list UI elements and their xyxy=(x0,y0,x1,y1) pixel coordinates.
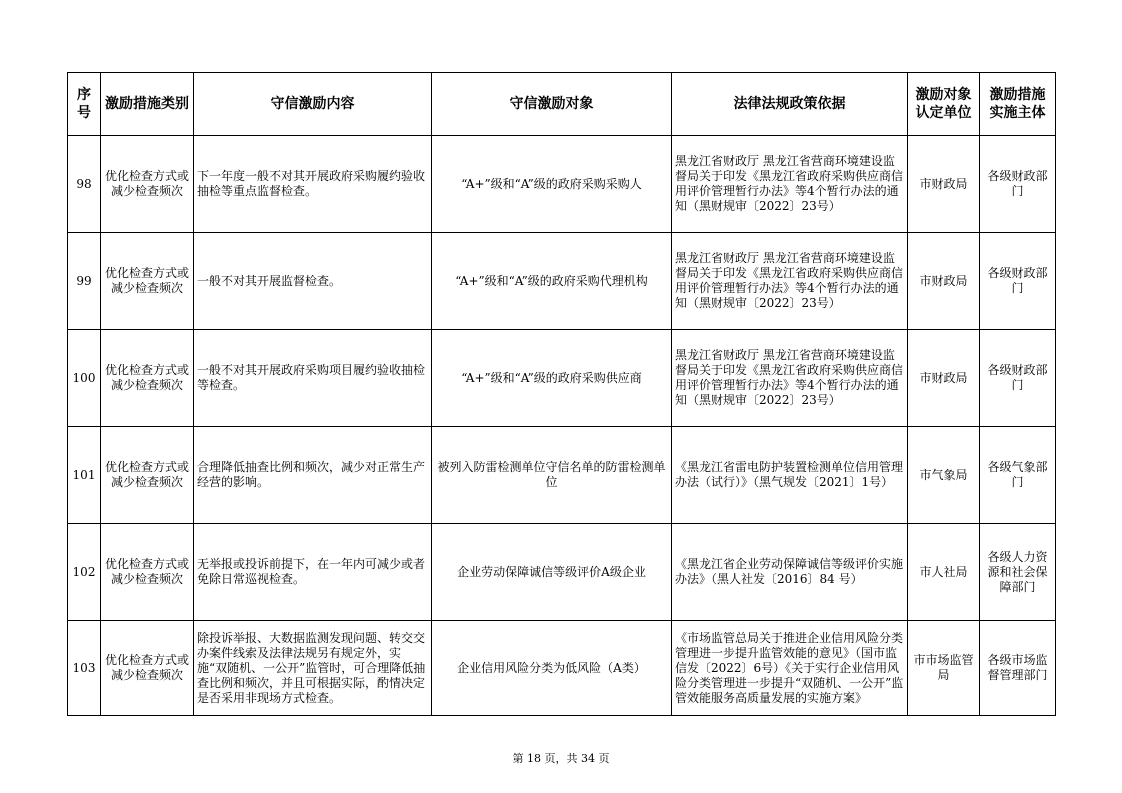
implementing-subject: 各级财政部门 xyxy=(980,233,1056,330)
table-row xyxy=(68,427,1056,524)
table-row xyxy=(68,524,1056,621)
header-target: 守信激励对象 xyxy=(432,73,672,136)
implementing-subject: 各级财政部门 xyxy=(980,136,1056,233)
header-type: 激励措施类别 xyxy=(101,73,194,136)
implementing-subject: 各级气象部门 xyxy=(980,427,1056,524)
header-num: 序号 xyxy=(68,73,101,136)
incentive-target: 企业劳动保障诚信等级评价A级企业 xyxy=(432,524,672,621)
measure-type: 优化检查方式或减少检查频次 xyxy=(101,136,194,233)
legal-basis: 《市场监管总局关于推进企业信用风险分类管理进一步提升监管效能的意见》（国市监信发〔2022〕6号）《关于实行企业信用风险分类管理进一步提升“双随机、一公开”监管效能服务高质量发展的实施方案》 xyxy=(672,621,908,716)
row-number: 101 xyxy=(68,427,101,524)
header-basis: 法律法规政策依据 xyxy=(672,73,908,136)
incentive-content: 除投诉举报、大数据监测发现问题、转交交办案件线索及法律法规另有规定外，实施“双随机、一公开”监管时，可合理降低抽查比例和频次，并且可根据实际，酌情决定是否采用非现场方式检查。 xyxy=(194,621,432,716)
implementing-subject: 各级市场监督管理部门 xyxy=(980,621,1056,716)
implementing-subject: 各级财政部门 xyxy=(980,330,1056,427)
row-number: 100 xyxy=(68,330,101,427)
legal-basis: 黑龙江省财政厅 黑龙江省营商环境建设监督局关于印发《黑龙江省政府采购供应商信用评价管理暂行办法》等4个暂行办法的通知（黑财规审〔2022〕23号） xyxy=(672,233,908,330)
table-header-row xyxy=(68,73,1056,136)
incentive-content: 一般不对其开展监督检查。 xyxy=(194,233,432,330)
incentive-measures-table xyxy=(67,72,1056,716)
identifying-unit: 市人社局 xyxy=(908,524,980,621)
measure-type: 优化检查方式或减少检查频次 xyxy=(101,524,194,621)
legal-basis: 《黑龙江省企业劳动保障诚信等级评价实施办法》（黑人社发〔2016〕84 号） xyxy=(672,524,908,621)
header-content: 守信激励内容 xyxy=(194,73,432,136)
incentive-content: 合理降低抽查比例和频次，减少对正常生产经营的影响。 xyxy=(194,427,432,524)
implementing-subject: 各级人力资源和社会保障部门 xyxy=(980,524,1056,621)
measure-type: 优化检查方式或减少检查频次 xyxy=(101,621,194,716)
incentive-content: 下一年度一般不对其开展政府采购履约验收抽检等重点监督检查。 xyxy=(194,136,432,233)
incentive-target: “A+”级和“A”级的政府采购供应商 xyxy=(432,330,672,427)
identifying-unit: 市财政局 xyxy=(908,233,980,330)
row-number: 103 xyxy=(68,621,101,716)
legal-basis: 黑龙江省财政厅 黑龙江省营商环境建设监督局关于印发《黑龙江省政府采购供应商信用评价管理暂行办法》等4个暂行办法的通知（黑财规审〔2022〕23号） xyxy=(672,330,908,427)
table-row xyxy=(68,136,1056,233)
legal-basis: 《黑龙江省雷电防护装置检测单位信用管理办法（试行）》（黑气规发〔2021〕1号） xyxy=(672,427,908,524)
row-number: 99 xyxy=(68,233,101,330)
incentive-target: “A+”级和“A”级的政府采购代理机构 xyxy=(432,233,672,330)
incentive-target: “A+”级和“A”级的政府采购采购人 xyxy=(432,136,672,233)
incentive-content: 一般不对其开展政府采购项目履约验收抽检等检查。 xyxy=(194,330,432,427)
row-number: 98 xyxy=(68,136,101,233)
identifying-unit: 市气象局 xyxy=(908,427,980,524)
legal-basis: 黑龙江省财政厅 黑龙江省营商环境建设监督局关于印发《黑龙江省政府采购供应商信用评价管理暂行办法》等4个暂行办法的通知（黑财规审〔2022〕23号） xyxy=(672,136,908,233)
row-number: 102 xyxy=(68,524,101,621)
identifying-unit: 市财政局 xyxy=(908,330,980,427)
measure-type: 优化检查方式或减少检查频次 xyxy=(101,427,194,524)
incentive-content: 无举报或投诉前提下，在一年内可减少或者免除日常巡视检查。 xyxy=(194,524,432,621)
header-subject: 激励措施实施主体 xyxy=(980,73,1056,136)
table-row xyxy=(68,621,1056,716)
table-row xyxy=(68,330,1056,427)
page-footer: 第 18 页，共 34 页 xyxy=(512,752,610,765)
incentive-target: 被列入防雷检测单位守信名单的防雷检测单位 xyxy=(432,427,672,524)
table-row xyxy=(68,233,1056,330)
incentive-target: 企业信用风险分类为低风险（A类） xyxy=(432,621,672,716)
measure-type: 优化检查方式或减少检查频次 xyxy=(101,233,194,330)
measure-type: 优化检查方式或减少检查频次 xyxy=(101,330,194,427)
header-unit: 激励对象认定单位 xyxy=(908,73,980,136)
identifying-unit: 市财政局 xyxy=(908,136,980,233)
identifying-unit: 市市场监管局 xyxy=(908,621,980,716)
